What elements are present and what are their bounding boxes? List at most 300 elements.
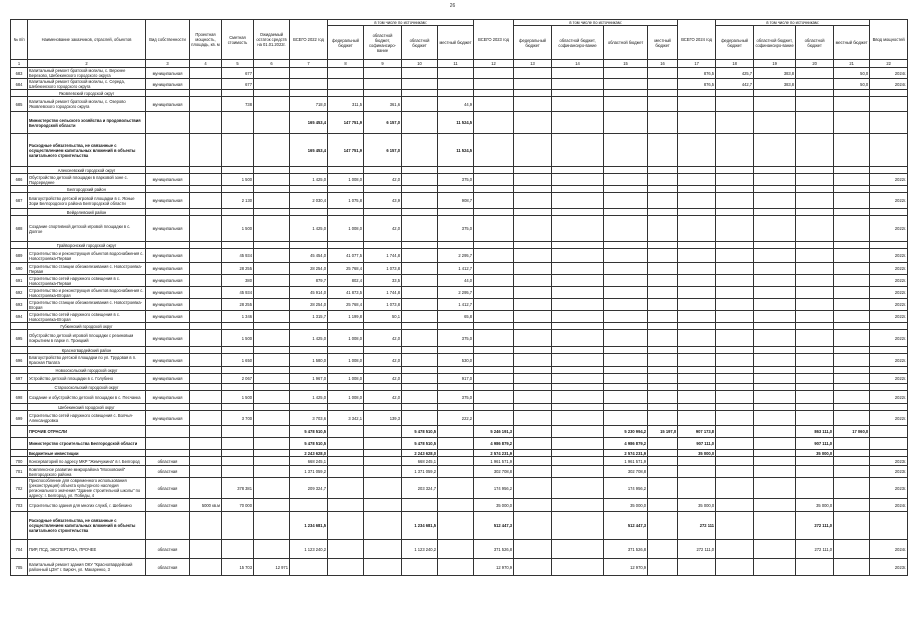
amount-cell xyxy=(474,347,514,354)
amount-cell xyxy=(648,287,678,299)
amount-cell xyxy=(648,384,678,391)
ownership-type: областная xyxy=(146,478,190,499)
commission-year: 2024г. xyxy=(870,68,908,79)
amount-cell xyxy=(754,330,796,347)
amount-cell xyxy=(796,275,834,287)
object-name: Алексеевский городской округ xyxy=(28,167,146,174)
ownership-type: муниципальная xyxy=(146,411,190,426)
amount-cell xyxy=(514,499,552,512)
amount-cell xyxy=(604,374,648,384)
section-row xyxy=(11,242,908,249)
amount-cell: 3 700 xyxy=(222,411,254,426)
row-number: 698 xyxy=(11,391,28,404)
amount-cell xyxy=(834,299,870,311)
amount-cell xyxy=(604,193,648,209)
ownership-type: муниципальная xyxy=(146,374,190,384)
amount-cell xyxy=(254,512,290,540)
ownership-type xyxy=(146,242,190,249)
section-row xyxy=(11,347,908,354)
amount-cell xyxy=(754,347,796,354)
row-number: 695 xyxy=(11,330,28,347)
ownership-type xyxy=(146,209,190,216)
amount-cell: 1 371 059,2 xyxy=(290,466,328,478)
object-name: Создание спортивной детской игровой площадки в с. Долгое xyxy=(28,216,146,242)
amount-cell xyxy=(474,112,514,134)
row-number: 701 xyxy=(11,466,28,478)
amount-cell xyxy=(604,167,648,174)
commission-year: 2022г. xyxy=(870,249,908,263)
amount-cell xyxy=(222,404,254,411)
amount-cell xyxy=(648,311,678,323)
amount-cell: 50,0 xyxy=(834,68,870,79)
amount-cell xyxy=(290,367,328,374)
row-number xyxy=(11,112,28,134)
amount-cell xyxy=(254,216,290,242)
amount-cell xyxy=(514,426,552,438)
header-sources-2024: в том числе по источникам: xyxy=(716,20,870,26)
amount-cell xyxy=(648,97,678,112)
ownership-type: муниципальная xyxy=(146,68,190,79)
amount-cell xyxy=(604,186,648,193)
table-row xyxy=(11,174,908,186)
amount-cell xyxy=(716,411,754,426)
amount-cell: 209 324,7 xyxy=(290,478,328,499)
object-name: Устройство детской площадки в с. Голубино xyxy=(28,374,146,384)
amount-cell xyxy=(514,275,552,287)
amount-cell xyxy=(796,559,834,576)
amount-cell xyxy=(796,134,834,167)
amount-cell: 165 453,4 xyxy=(290,134,328,167)
amount-cell xyxy=(364,426,402,438)
amount-cell xyxy=(254,311,290,323)
amount-cell xyxy=(552,354,604,367)
object-name: Обустройство детской площадки в парковой зоне с. Подсереднее xyxy=(28,174,146,186)
amount-cell xyxy=(552,411,604,426)
amount-cell xyxy=(402,174,438,186)
amount-cell xyxy=(796,186,834,193)
commission-year xyxy=(870,450,908,457)
amount-cell xyxy=(834,249,870,263)
table-row xyxy=(11,354,908,367)
amount-cell xyxy=(402,499,438,512)
amount-cell: 45 454,0 xyxy=(290,249,328,263)
amount-cell xyxy=(796,391,834,404)
amount-cell xyxy=(754,242,796,249)
amount-cell xyxy=(678,299,716,311)
amount-cell xyxy=(254,499,290,512)
amount-cell xyxy=(514,457,552,466)
amount-cell xyxy=(364,478,402,499)
object-name: Губкинский городской округ xyxy=(28,323,146,330)
amount-cell xyxy=(678,478,716,499)
amount-cell xyxy=(552,347,604,354)
object-name: Бюджетные инвестиции xyxy=(28,450,146,457)
commission-year: 2023г. xyxy=(870,478,908,499)
amount-cell xyxy=(190,209,222,216)
amount-cell: 302 708,8 xyxy=(604,466,648,478)
amount-cell xyxy=(648,242,678,249)
amount-cell xyxy=(648,512,678,540)
amount-cell xyxy=(716,90,754,97)
amount-cell: 5 478 510,5 xyxy=(290,438,328,450)
amount-cell: 1 744,8 xyxy=(364,249,402,263)
object-name: Строительство и реконструкция объектов водоснабжения с. Новостроевка-Вторая xyxy=(29,287,144,298)
amount-cell: 50,1 xyxy=(364,311,402,323)
amount-cell xyxy=(328,242,364,249)
object-name: Расходные обязательства, не связанные с осуществлением капитальных вложений в объекты капитального строительства xyxy=(28,134,146,167)
commission-year: 2024г. xyxy=(870,540,908,559)
amount-cell: 383,8 xyxy=(754,68,796,79)
amount-cell xyxy=(514,466,552,478)
commission-year: 2022г. xyxy=(870,299,908,311)
amount-cell xyxy=(328,384,364,391)
amount-cell: 1 500 xyxy=(222,330,254,347)
table-row xyxy=(11,287,908,299)
commission-year xyxy=(870,404,908,411)
table-row xyxy=(11,68,908,79)
amount-cell xyxy=(716,287,754,299)
amount-cell: 5 246 191,3 xyxy=(474,426,514,438)
amount-cell xyxy=(364,404,402,411)
amount-cell xyxy=(402,299,438,311)
amount-cell xyxy=(474,174,514,186)
header-remaining: Ожидаемый остаток средств на 01.01.2022г. xyxy=(254,20,290,60)
amount-cell xyxy=(402,249,438,263)
row-number xyxy=(11,426,28,438)
amount-cell: 2 067 xyxy=(222,374,254,384)
amount-cell xyxy=(796,112,834,134)
amount-cell: 35 000,0 xyxy=(474,499,514,512)
amount-cell xyxy=(290,384,328,391)
amount-cell xyxy=(190,79,222,90)
column-number: 16 xyxy=(648,60,678,68)
amount-cell xyxy=(402,330,438,347)
column-number: 5 xyxy=(222,60,254,68)
amount-cell xyxy=(754,90,796,97)
amount-cell: 907 173,8 xyxy=(678,426,716,438)
amount-cell xyxy=(648,263,678,275)
amount-cell xyxy=(754,174,796,186)
section-row xyxy=(11,167,908,174)
ownership-type: областная xyxy=(146,559,190,576)
amount-cell xyxy=(254,466,290,478)
amount-cell xyxy=(796,411,834,426)
amount-cell xyxy=(604,242,648,249)
amount-cell xyxy=(834,242,870,249)
amount-cell xyxy=(648,374,678,384)
amount-cell xyxy=(834,193,870,209)
amount-cell xyxy=(552,275,604,287)
column-number: 17 xyxy=(678,60,716,68)
object-name: Старооскольский городской округ xyxy=(28,384,146,391)
amount-cell xyxy=(364,384,402,391)
amount-cell xyxy=(648,90,678,97)
amount-cell xyxy=(754,404,796,411)
column-number: 1 xyxy=(11,60,28,68)
amount-cell xyxy=(254,404,290,411)
table-row xyxy=(11,540,908,559)
amount-cell xyxy=(438,466,474,478)
section-row xyxy=(11,404,908,411)
amount-cell xyxy=(716,367,754,374)
amount-cell xyxy=(834,209,870,216)
amount-cell xyxy=(678,323,716,330)
amount-cell xyxy=(754,499,796,512)
amount-cell xyxy=(514,438,552,450)
amount-cell xyxy=(678,193,716,209)
ownership-type: областная xyxy=(146,499,190,512)
row-number xyxy=(11,512,28,540)
amount-cell xyxy=(716,426,754,438)
amount-cell xyxy=(834,354,870,367)
amount-cell xyxy=(438,438,474,450)
amount-cell xyxy=(648,79,678,90)
commission-year xyxy=(870,167,908,174)
row-number xyxy=(11,209,28,216)
amount-cell xyxy=(328,90,364,97)
amount-cell xyxy=(796,263,834,275)
ownership-type xyxy=(146,347,190,354)
amount-cell xyxy=(834,438,870,450)
amount-cell xyxy=(754,97,796,112)
amount-cell xyxy=(328,79,364,90)
amount-cell xyxy=(754,311,796,323)
amount-cell xyxy=(604,299,648,311)
amount-cell xyxy=(222,167,254,174)
table-row xyxy=(11,559,908,576)
amount-cell xyxy=(834,478,870,499)
commission-year xyxy=(870,242,908,249)
object-name: Создание и обустройство детской площадки в с. Песчанка xyxy=(28,391,146,404)
amount-cell xyxy=(364,540,402,559)
amount-cell xyxy=(254,391,290,404)
amount-cell xyxy=(796,374,834,384)
amount-cell xyxy=(402,559,438,576)
amount-cell xyxy=(716,330,754,347)
amount-cell xyxy=(648,347,678,354)
amount-cell xyxy=(514,367,552,374)
amount-cell: 35 000,0 xyxy=(796,499,834,512)
amount-cell xyxy=(402,374,438,384)
amount-cell xyxy=(834,174,870,186)
amount-cell xyxy=(796,457,834,466)
amount-cell xyxy=(190,323,222,330)
amount-cell xyxy=(190,112,222,134)
amount-cell xyxy=(254,287,290,299)
amount-cell xyxy=(474,367,514,374)
amount-cell xyxy=(604,311,648,323)
commission-year xyxy=(870,367,908,374)
amount-cell xyxy=(254,347,290,354)
amount-cell xyxy=(834,374,870,384)
object-name: Капитальный ремонт братской могилы, с. Озерово Яковлевского городского округа xyxy=(28,97,146,112)
amount-cell xyxy=(648,450,678,457)
header-regional-cofin-2024: областной бюджет, софинансиро-вание xyxy=(754,26,796,60)
amount-cell: 12 970,9 xyxy=(604,559,648,576)
amount-cell: 5 230 994,2 xyxy=(604,426,648,438)
amount-cell: 1 500 xyxy=(222,391,254,404)
table-row xyxy=(11,391,908,404)
amount-cell xyxy=(190,287,222,299)
amount-cell xyxy=(222,323,254,330)
object-name: Приспособление для современного использования (реконструкция) объекта культурного наследия регионального значения "Здание строительной школы" по адресу: г. Белгород, ул. Победы, 4 xyxy=(28,478,146,499)
amount-cell xyxy=(604,287,648,299)
amount-cell xyxy=(328,499,364,512)
commission-year: 2022г. xyxy=(870,216,908,242)
amount-cell xyxy=(254,112,290,134)
amount-cell xyxy=(796,323,834,330)
amount-cell xyxy=(254,186,290,193)
amount-cell xyxy=(514,249,552,263)
ownership-type xyxy=(146,90,190,97)
amount-cell xyxy=(402,311,438,323)
amount-cell xyxy=(402,68,438,79)
amount-cell xyxy=(716,186,754,193)
amount-cell xyxy=(222,90,254,97)
amount-cell: 28 255 xyxy=(222,299,254,311)
amount-cell: 879,7 xyxy=(290,275,328,287)
amount-cell xyxy=(254,79,290,90)
amount-cell xyxy=(328,404,364,411)
commission-year xyxy=(870,97,908,112)
amount-cell: 1 500 xyxy=(222,174,254,186)
amount-cell xyxy=(514,167,552,174)
amount-cell xyxy=(678,374,716,384)
ownership-type: областная xyxy=(146,457,190,466)
amount-cell xyxy=(754,209,796,216)
amount-cell: 1 371 059,2 xyxy=(402,466,438,478)
amount-cell xyxy=(514,193,552,209)
amount-cell xyxy=(438,242,474,249)
amount-cell xyxy=(438,209,474,216)
amount-cell xyxy=(834,499,870,512)
amount-cell xyxy=(290,404,328,411)
ownership-type: областная xyxy=(146,540,190,559)
amount-cell: 17 060,0 xyxy=(834,426,870,438)
amount-cell xyxy=(474,411,514,426)
ownership-type: муниципальная xyxy=(146,193,190,209)
amount-cell xyxy=(834,391,870,404)
ownership-type xyxy=(146,404,190,411)
header-local-2022: местный бюджет xyxy=(438,26,474,60)
amount-cell xyxy=(364,559,402,576)
amount-cell: 147 751,9 xyxy=(328,112,364,134)
amount-cell xyxy=(438,167,474,174)
amount-cell xyxy=(514,134,552,167)
amount-cell xyxy=(290,209,328,216)
subtotal-row xyxy=(11,426,908,438)
amount-cell: 42,0 xyxy=(364,174,402,186)
amount-cell xyxy=(474,323,514,330)
amount-cell: 35 000,0 xyxy=(678,450,716,457)
amount-cell xyxy=(648,354,678,367)
amount-cell xyxy=(328,466,364,478)
row-number: 686 xyxy=(11,174,28,186)
amount-cell xyxy=(514,512,552,540)
amount-cell xyxy=(604,79,648,90)
amount-cell xyxy=(364,79,402,90)
amount-cell: 1 234 681,5 xyxy=(402,512,438,540)
amount-cell xyxy=(514,347,552,354)
header-federal-2023: федеральный бюджет xyxy=(514,26,552,60)
amount-cell xyxy=(190,134,222,167)
amount-cell xyxy=(604,97,648,112)
amount-cell xyxy=(754,374,796,384)
amount-cell xyxy=(678,457,716,466)
table-row xyxy=(11,311,908,323)
amount-cell xyxy=(402,209,438,216)
ownership-type xyxy=(146,384,190,391)
commission-year xyxy=(870,112,908,134)
row-number: 691 xyxy=(11,275,28,287)
amount-cell xyxy=(514,330,552,347)
amount-cell xyxy=(190,411,222,426)
amount-cell xyxy=(834,263,870,275)
amount-cell xyxy=(328,540,364,559)
amount-cell xyxy=(328,367,364,374)
row-number: 689 xyxy=(11,249,28,263)
amount-cell xyxy=(678,112,716,134)
amount-cell xyxy=(364,209,402,216)
amount-cell xyxy=(474,404,514,411)
amount-cell: 165 453,4 xyxy=(290,112,328,134)
amount-cell: 1 008,0 xyxy=(328,374,364,384)
amount-cell: 44,9 xyxy=(438,97,474,112)
column-number: 6 xyxy=(254,60,290,68)
amount-cell xyxy=(402,367,438,374)
amount-cell xyxy=(474,193,514,209)
amount-cell xyxy=(222,209,254,216)
amount-cell xyxy=(754,450,796,457)
commission-year xyxy=(870,90,908,97)
amount-cell xyxy=(254,242,290,249)
row-number xyxy=(11,438,28,450)
amount-cell: 1 008,0 xyxy=(328,216,364,242)
amount-cell xyxy=(796,209,834,216)
amount-cell xyxy=(834,404,870,411)
amount-cell xyxy=(754,134,796,167)
amount-cell xyxy=(834,216,870,242)
amount-cell xyxy=(190,354,222,367)
amount-cell: 5 478 510,5 xyxy=(402,438,438,450)
amount-cell: 512 447,3 xyxy=(474,512,514,540)
amount-cell xyxy=(328,209,364,216)
amount-cell: 6 157,0 xyxy=(364,134,402,167)
amount-cell xyxy=(716,323,754,330)
table-row xyxy=(11,216,908,242)
amount-cell: 908,7 xyxy=(438,193,474,209)
amount-cell xyxy=(222,134,254,167)
amount-cell xyxy=(834,512,870,540)
ownership-type: муниципальная xyxy=(146,174,190,186)
amount-cell xyxy=(474,134,514,167)
header-regional-2023: областной бюджет xyxy=(604,26,648,60)
amount-cell xyxy=(514,209,552,216)
commission-year xyxy=(870,186,908,193)
amount-cell: 718,0 xyxy=(290,97,328,112)
column-number: 8 xyxy=(328,60,364,68)
column-number: 2 xyxy=(28,60,146,68)
amount-cell xyxy=(716,466,754,478)
amount-cell xyxy=(290,79,328,90)
amount-cell xyxy=(190,216,222,242)
amount-cell: 25 768,4 xyxy=(328,263,364,275)
amount-cell xyxy=(716,354,754,367)
amount-cell xyxy=(678,559,716,576)
commission-year: 2022г. xyxy=(870,411,908,426)
amount-cell: 375,0 xyxy=(438,174,474,186)
amount-cell xyxy=(552,367,604,374)
